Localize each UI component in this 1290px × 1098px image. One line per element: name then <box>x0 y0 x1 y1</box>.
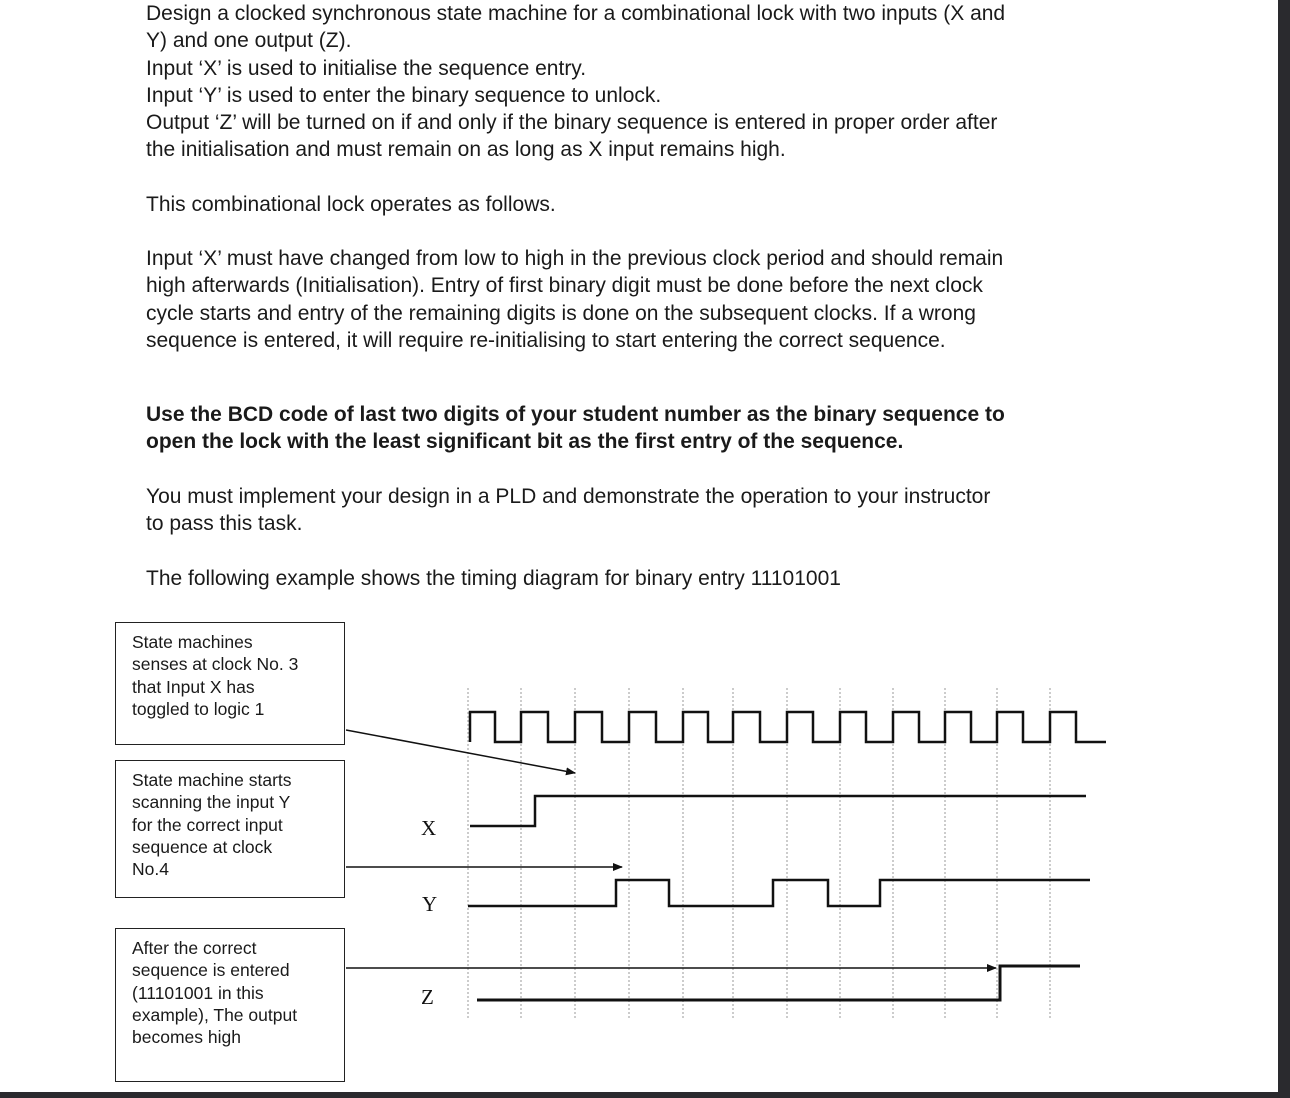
note-line: After the correct <box>132 938 257 958</box>
note-line: senses at clock No. 3 <box>132 654 299 675</box>
text-line: You must implement your design in a PLD and demonstrate the operation to your instructor <box>146 485 991 508</box>
bcd-instruction-paragraph <box>146 401 1146 456</box>
z-signal-label: Z <box>421 985 434 1009</box>
note-line: for the correct input <box>132 814 283 835</box>
note-line: State machines <box>132 632 253 652</box>
text-line: the initialisation and must remain on as long as X input remains high. <box>146 138 786 162</box>
note-line: State machine starts <box>132 770 292 790</box>
text-line: sequence is entered, it will require re-initialising to start entering the correct sequence. <box>146 328 946 352</box>
note-box-clock3 <box>115 622 345 745</box>
operation-description-paragraph <box>146 245 1146 354</box>
note-line: No.4 <box>132 859 169 880</box>
note1-arrow <box>346 730 575 773</box>
text-line: Output ‘Z’ will be turned on if and only if the binary sequence is entered in proper order after <box>146 111 998 135</box>
x-waveform <box>470 796 1086 826</box>
note-line: becomes high <box>132 1027 241 1048</box>
text-line: cycle starts and entry of the remaining digits is done on the subsequent clocks. If a wrong <box>146 301 976 325</box>
implementation-paragraph <box>146 483 1146 538</box>
note-line: sequence is entered <box>132 960 290 981</box>
note-box-clock4 <box>115 760 345 898</box>
text-line: The following example shows the timing diagram for binary entry 11101001 <box>146 567 841 590</box>
note-line: example), The output <box>132 1004 298 1025</box>
z-waveform <box>477 966 1080 1000</box>
text-line: Use the BCD code of last two digits of your student number as the binary sequence to <box>146 403 1005 426</box>
note-line: toggled to logic 1 <box>132 698 265 719</box>
text-line: This combinational lock operates as follows. <box>146 193 556 216</box>
intro-paragraph <box>146 0 1146 164</box>
x-signal-label: X <box>421 816 437 840</box>
note-line: sequence at clock <box>132 836 273 857</box>
note-box-output-high <box>115 928 345 1082</box>
text-line: open the lock with the least significant bit as the first entry of the sequence. <box>146 430 904 454</box>
text-line: Input ‘X’ is used to initialise the sequence entry. <box>146 56 587 80</box>
text-line: to pass this task. <box>146 512 303 536</box>
operation-intro-paragraph <box>146 191 1146 218</box>
text-line: Input ‘Y’ is used to enter the binary sequence to unlock. <box>146 83 662 107</box>
note-line: (11101001 in this <box>132 982 264 1003</box>
text-line: high afterwards (Initialisation). Entry of first binary digit must be done before the next clock <box>146 274 983 298</box>
note-line: that Input X has <box>132 676 255 697</box>
y-signal-label: Y <box>422 892 438 916</box>
text-line: Y) and one output (Z). <box>146 29 352 53</box>
note-line: scanning the input Y <box>132 792 291 813</box>
clock-waveform <box>470 712 1106 742</box>
example-caption <box>146 565 1146 592</box>
text-line: Design a clocked synchronous state machine for a combinational lock with two inputs (X and <box>146 2 1006 25</box>
text-line: Input ‘X’ must have changed from low to high in the previous clock period and should remain <box>146 247 1004 270</box>
